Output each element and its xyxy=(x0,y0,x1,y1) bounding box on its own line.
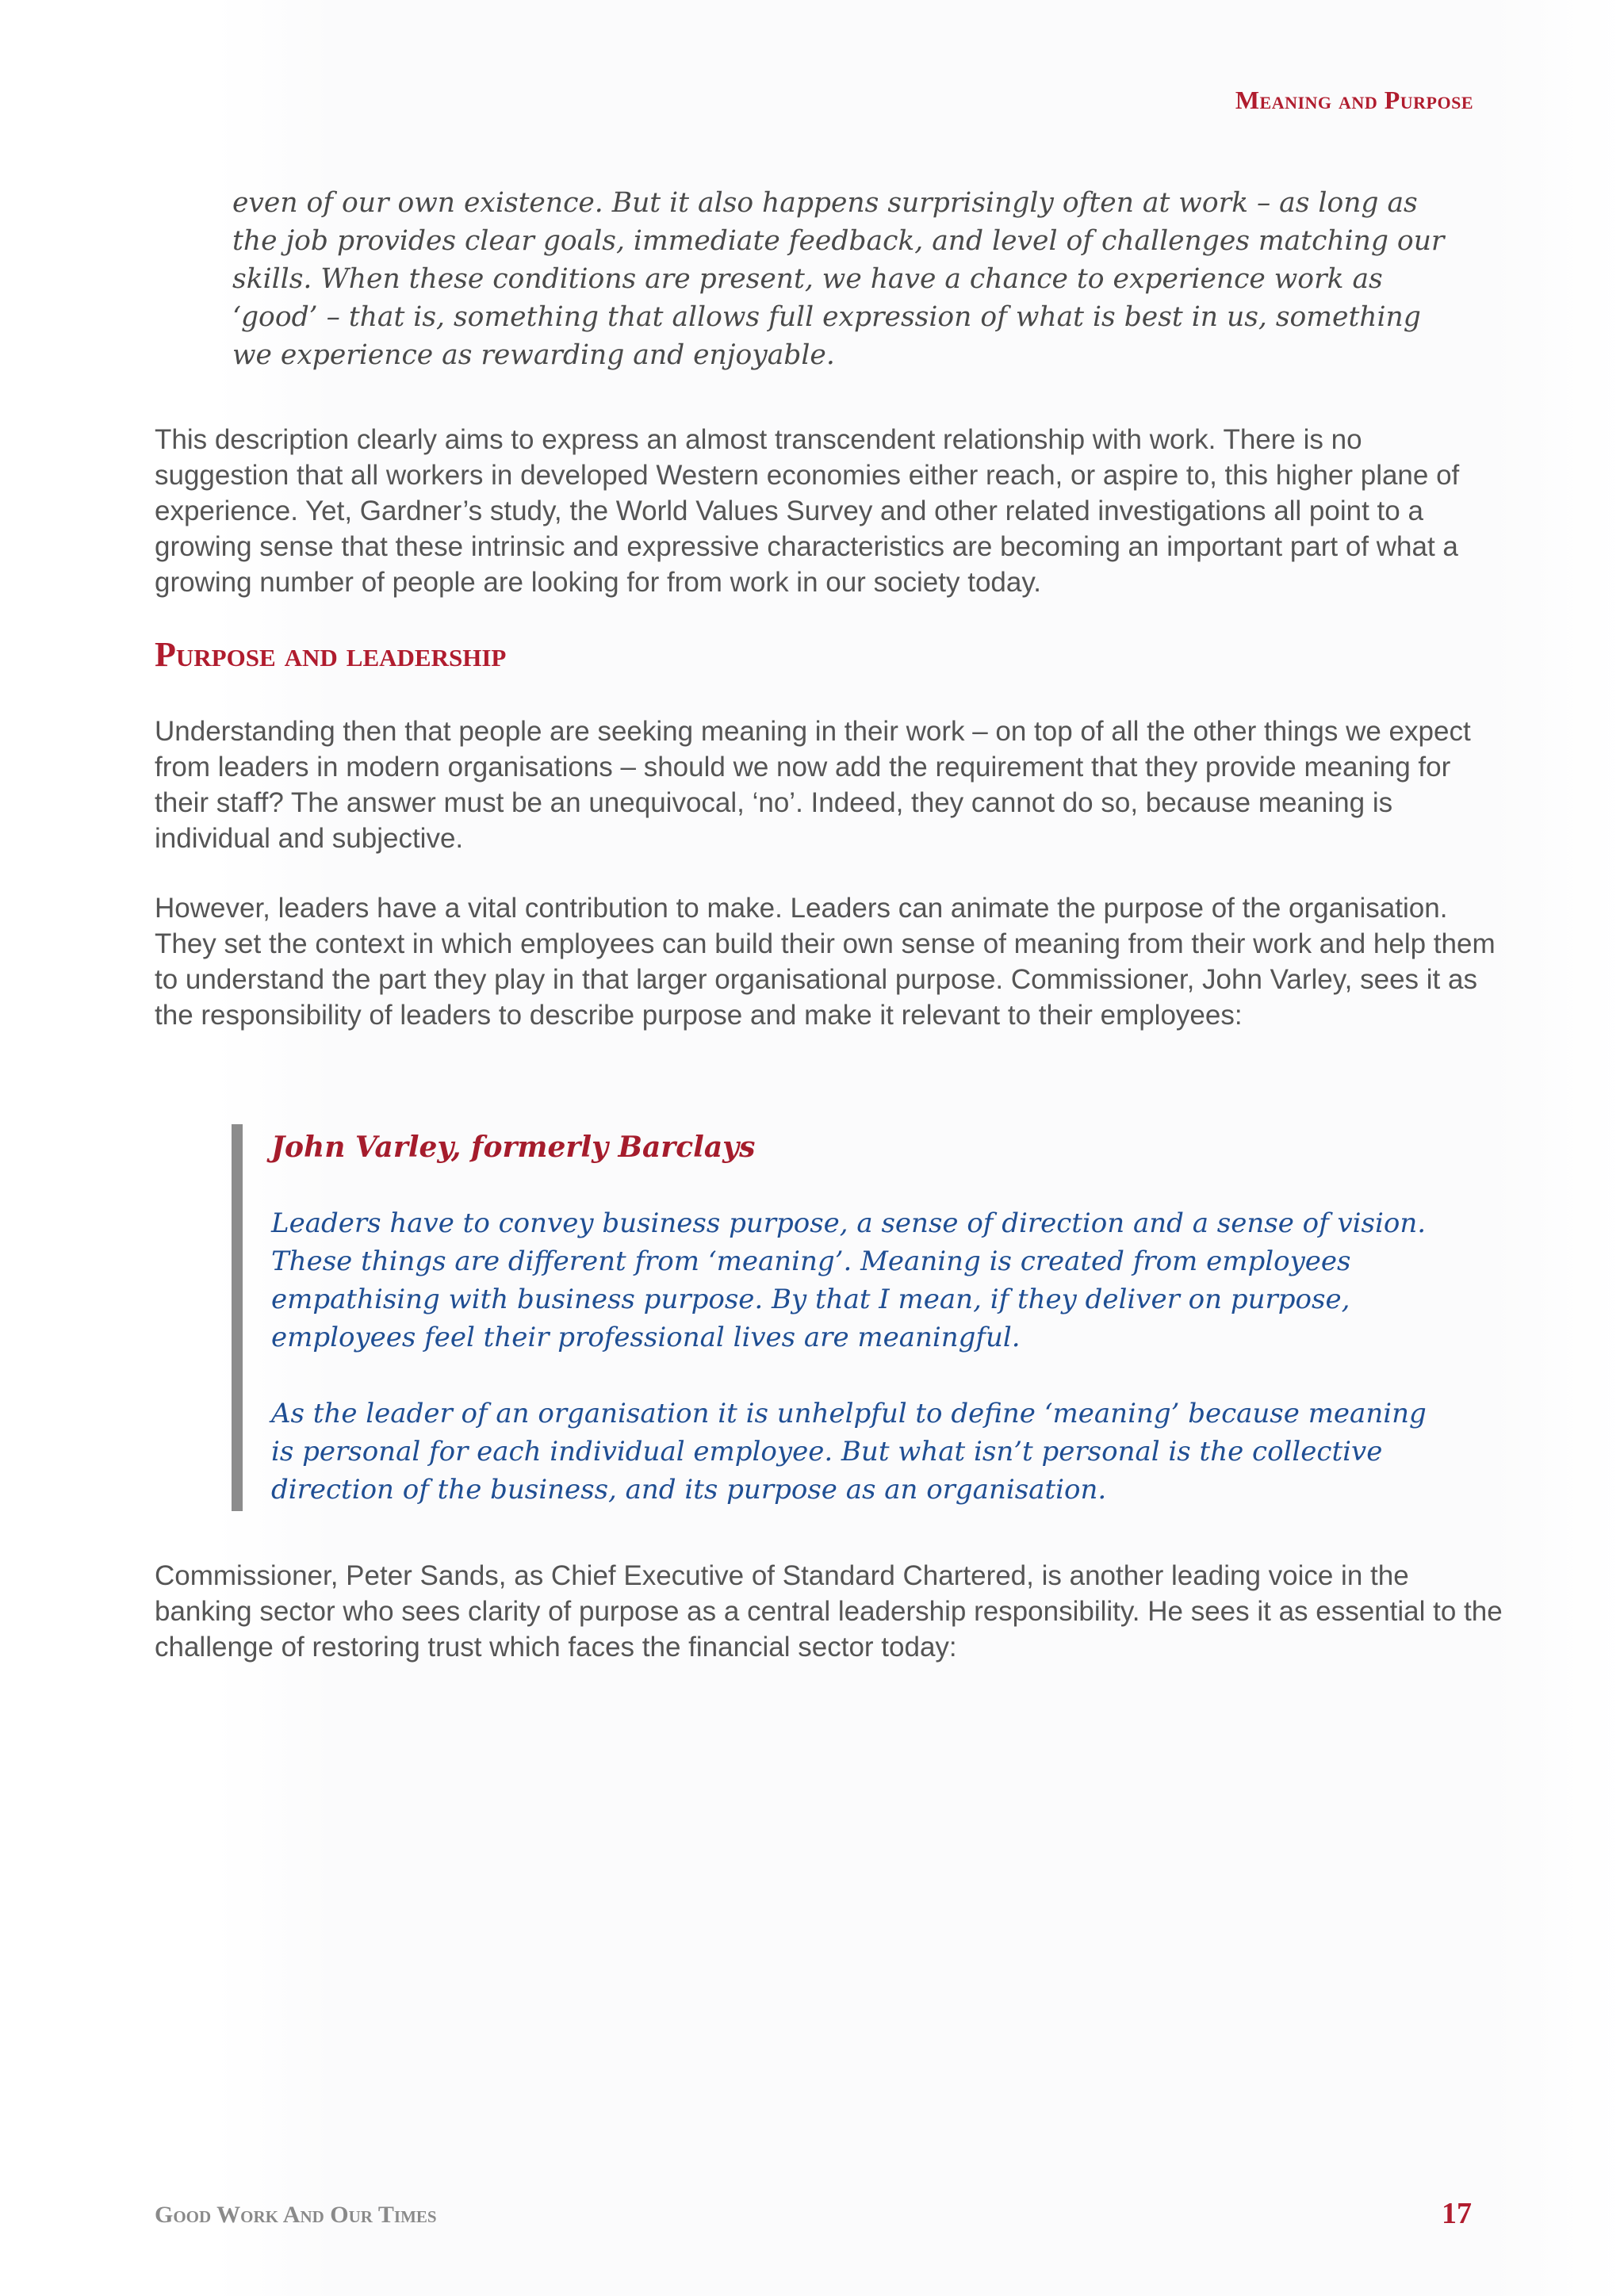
body-paragraph-4: Commissioner, Peter Sands, as Chief Executive of Standard Chartered, is another leading voice in the banking sector who sees clarity of purpose as a central leadership responsibility. He sees it as essential to the challenge of restoring trust which faces the financial sector today: xyxy=(155,1560,1503,1663)
pullquote-block xyxy=(232,1124,1453,1511)
page-number: 17 xyxy=(1442,2197,1472,2230)
body-paragraph-2: Understanding then that people are seeking meaning in their work – on top of all the other things we expect from leaders in modern organisations – should we now add the requirement that they provide meaning for their staff? The answer must be an unequivocal, ‘no’. Indeed, they cannot do so, because meaning is individual and subjective. xyxy=(155,716,1471,854)
body-paragraph-3: However, leaders have a vital contribution to make. Leaders can animate the purpose of the organisation. They set the context in which employees can build their own sense of meaning from their work and help them to understand the part they play in that larger organisational purpose. Commissioner, John Varley, sees it as the responsibility of leaders to describe purpose and make it relevant to their employees: xyxy=(155,893,1496,1031)
pullquote-bar xyxy=(232,1124,243,1511)
pullquote-attribution: John Varley, formerly Barclays xyxy=(271,1131,756,1164)
pullquote-paragraph-2: As the leader of an organisation it is unhelpful to define ‘meaning’ because meaning is personal for each individual employee. But what isn’t personal is the collective direction of the business, and its purpose as an organisation. xyxy=(271,1398,1427,1506)
section-heading: Purpose and leadership xyxy=(155,635,507,674)
running-footer: Good Work And Our Times xyxy=(155,2202,437,2228)
running-header: Meaning and Purpose xyxy=(1235,86,1473,114)
pullquote-paragraph-1: Leaders have to convey business purpose, a sense of direction and a sense of vision. These things are different from ‘meaning’. Meaning is created from employees empathising with business purpose. By that I mean, if they deliver on purpose, employees feel their professional lives are meaningful. xyxy=(271,1207,1427,1353)
body-paragraph-1: This description clearly aims to express an almost transcendent relationship with work. There is no suggestion that all workers in developed Western economies either reach, or aspire to, this higher plane of experience. Yet, Gardner’s study, the World Values Survey and other related investigations all point to a growing sense that these intrinsic and expressive characteristics are becoming an important part of what a growing number of people are looking for from work in our society today. xyxy=(155,424,1460,598)
intro-quote-continuation: even of our own existence. But it also happens surprisingly often at work – as long as the job provides clear goals, immediate feedback, and level of challenges matching our skills. When these conditions are present, we have a chance to experience work as ‘good’ – that is, something that allows full expression of what is best in us, something we experience as rewarding and enjoyable. xyxy=(232,187,1445,371)
